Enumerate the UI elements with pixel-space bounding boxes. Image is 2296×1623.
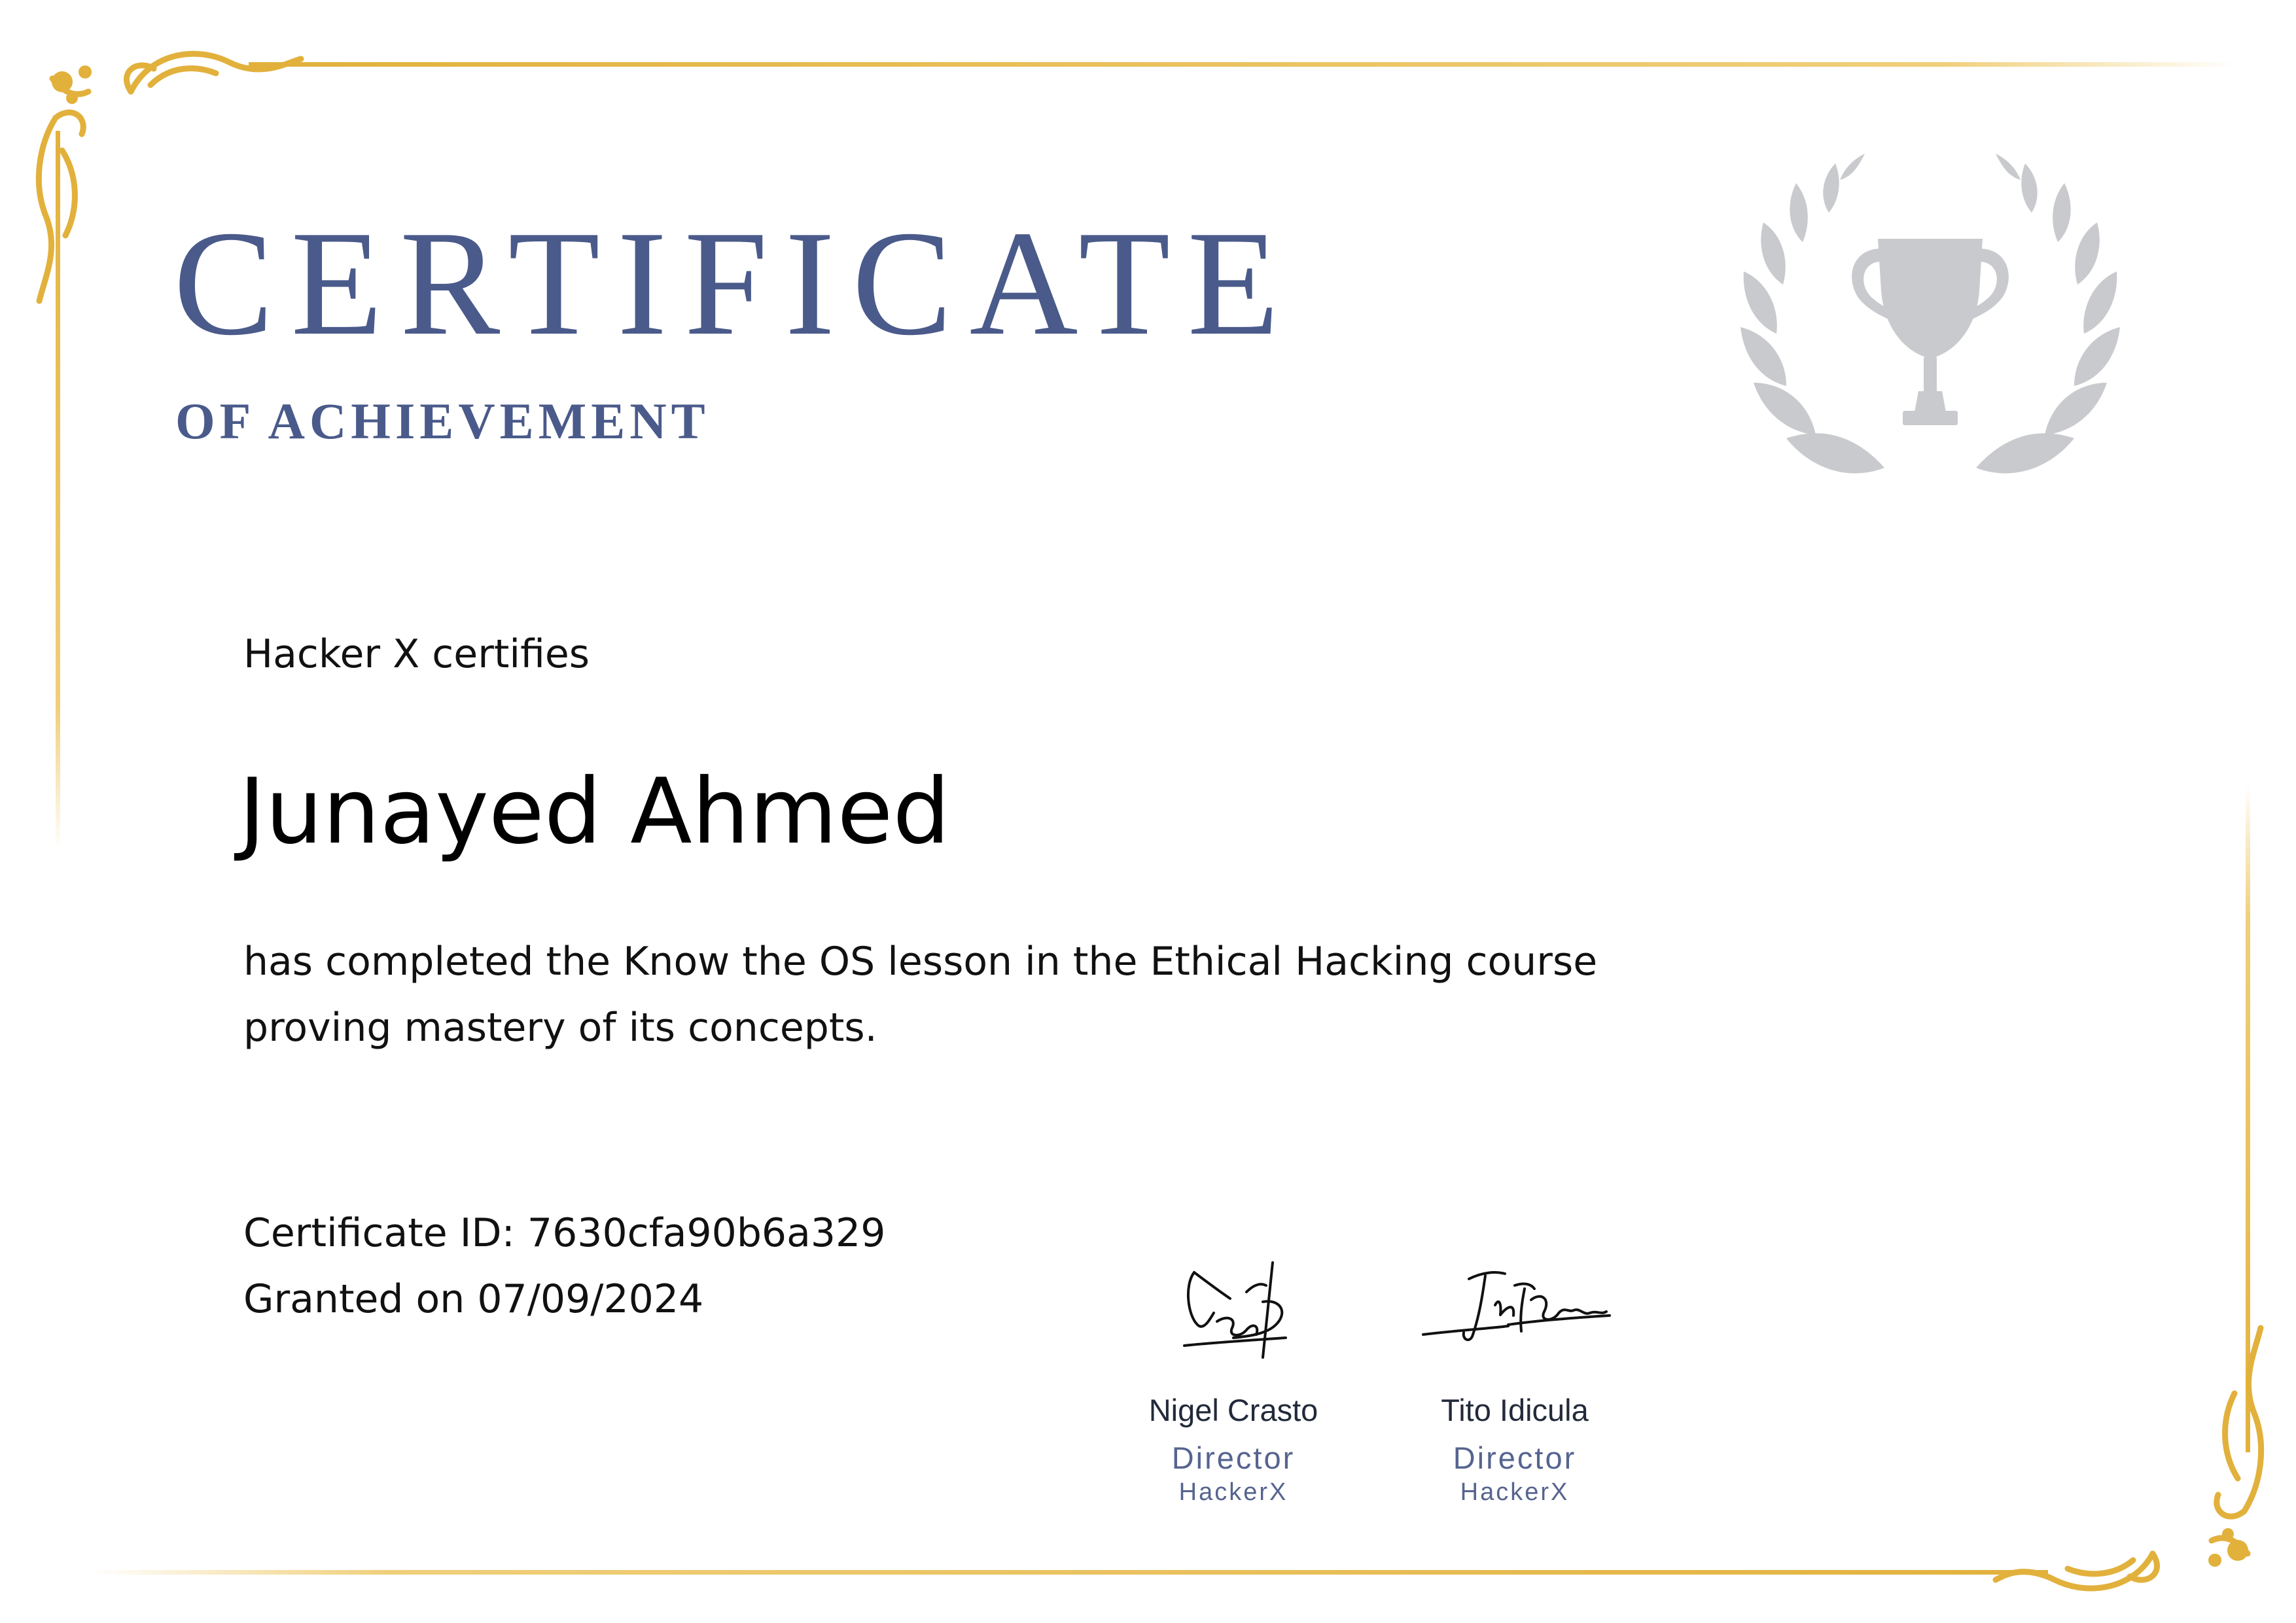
- signatory-tito: [1390, 1253, 1639, 1507]
- issuer-line: Hacker X certifies: [243, 631, 590, 677]
- certificate-title: CERTIFICATE: [173, 200, 1297, 366]
- signatory-role: Director: [1171, 1440, 1296, 1475]
- signatory-name: Tito Idicula: [1441, 1393, 1589, 1427]
- signature-nigel-icon: [1148, 1253, 1318, 1367]
- signature-tito-icon: [1417, 1253, 1613, 1367]
- granted-date: Granted on 07/09/2024: [243, 1276, 704, 1322]
- signatory-role: Director: [1453, 1440, 1577, 1475]
- corner-flourish-bottom-right-icon: [1996, 1328, 2261, 1588]
- achievement-statement: [243, 929, 1683, 1061]
- certificate-meta: [243, 1200, 885, 1333]
- trophy-laurel-icon: [1727, 150, 2133, 504]
- statement-line: proving mastery of its concepts.: [243, 1005, 877, 1051]
- recipient-name: Junayed Ahmed: [239, 759, 951, 864]
- signatory-org: HackerX: [1178, 1478, 1288, 1506]
- certificate-id: Certificate ID: 7630cfa90b6a329: [243, 1210, 886, 1256]
- signatory-nigel: [1109, 1253, 1358, 1507]
- statement-line: has completed the Know the OS lesson in the Ethical Hacking course: [243, 939, 1598, 985]
- certificate-subtitle: OF ACHIEVEMENT: [175, 393, 710, 449]
- signatory-name: Nigel Crasto: [1148, 1393, 1318, 1427]
- signatory-org: HackerX: [1460, 1478, 1570, 1506]
